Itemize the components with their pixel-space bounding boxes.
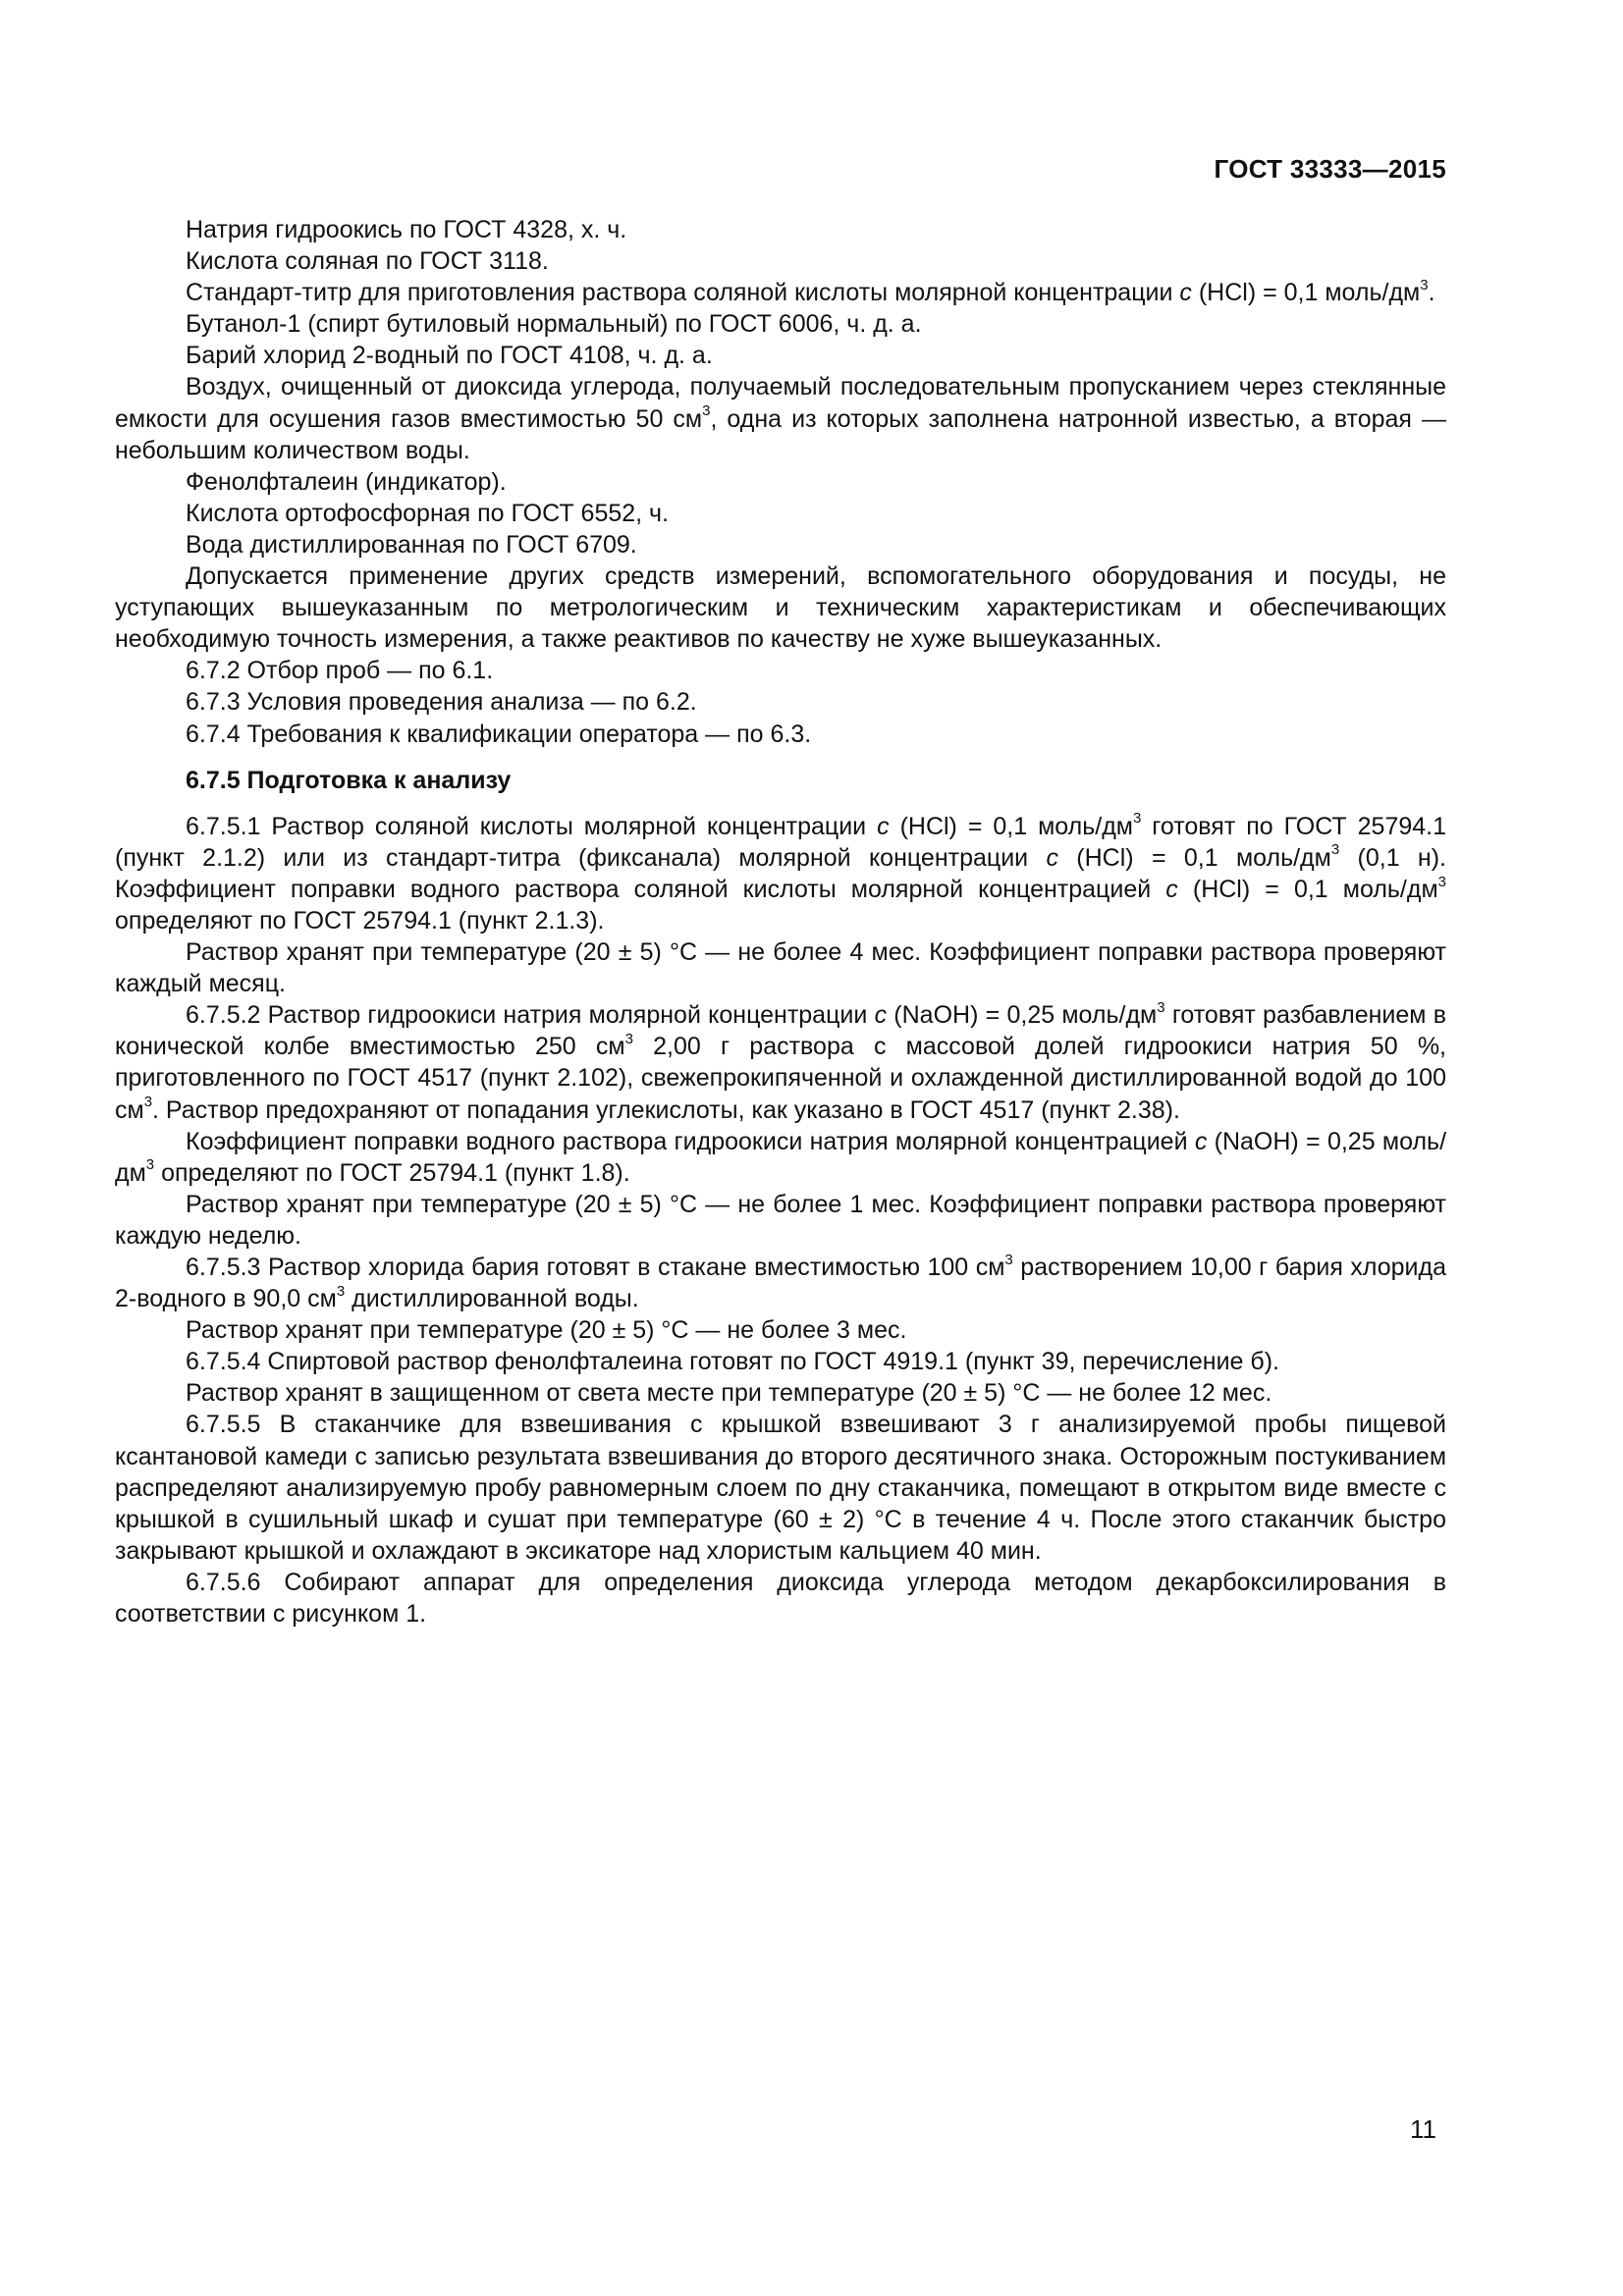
paragraph: Коэффициент поправки водного раствора гидроокиси натрия молярной концентрацией c (NaOH) = 0,25 моль/$дм^3$ определяют по ГОСТ 25794.1 (пункт 1.8). [115,1127,1447,1187]
paragraph: Раствор хранят при температуре (20 ± 5) °С — не более 3 мес. [186,1316,907,1345]
requirements-list [115,214,1446,750]
paragraph: 6.7.5.1 Раствор соляной кислоты молярной концентрации c (HCl) = 0,1 моль/$дм^3$ готовят по ГОСТ 25794.1 (пункт 2.1.2) или из стандарт-титра (фиксанала) молярной концентрации c (HCl) = 0,1 моль/$дм^3$ (0,1 н). Коэффициент поправки водного раствора соляной кислоты молярной концентрацией c (HCl) = 0,1 моль/$дм^3$ определяют по ГОСТ 25794.1 (пункт 2.1.3). [115,810,1447,934]
paragraph: 6.7.4 Требования к квалификации оператора — по 6.3. [186,720,812,748]
section-heading: 6.7.5 Подготовка к анализу [186,766,512,794]
paragraph: Натрия гидроокись по ГОСТ 4328, х. ч. [186,216,627,243]
paragraph: Барий хлорид 2-водный по ГОСТ 4108, ч. д. а. [186,342,713,370]
paragraph: 6.7.2 Отбор проб — по 6.1. [186,657,494,685]
paragraph: 6.7.3 Условия проведения анализа — по 6.2. [186,688,697,717]
paragraph: Бутанол-1 (спирт бутиловый нормальный) по ГОСТ 6006, ч. д. а. [186,310,922,339]
paragraph: 6.7.5.2 Раствор гидроокиси натрия молярной концентрации c (NaOH) = 0,25 моль/$дм^3$ готовят разбавлением в конической колбе вместимостью 250 $см^3$ 2,00 г раствора с массовой долей гидроокиси натрия 50 %, приготовленного по ГОСТ 4517 (пункт 2.102), свежепрокипяченной и охлажденной дистиллированной водой до 100 $см^3$. Раствор предохраняют от попадания углекислоты, как указано в ГОСТ 4517 (пункт 2.38). [115,998,1446,1124]
paragraph: Допускается применение других средств измерений, вспомогательного оборудования и посуды, не уступающих вышеуказанным по метрологическим и техническим характеристикам и обеспечивающих необходимую точность измерения, а также реактивов по качеству не хуже вышеуказанных. [115,562,1446,654]
paragraph: 6.7.5.3 Раствор хлорида бария готовят в стакане вместимостью 100 $см^3$ растворением 10,00 г бария хлорида 2-водного в 90,0 $см^3$ дистиллированной воды. [115,1251,1446,1313]
paragraph: Раствор хранят при температуре (20 ± 5) °С — не более 4 мес. Коэффициент поправки раствора проверяют каждый месяц. [115,938,1446,998]
paragraph: Кислота ортофосфорная по ГОСТ 6552, ч. [186,499,670,527]
paragraph: 6.7.5.6 Собирают аппарат для определения диоксида углерода методом декарбоксилирования в соответствии с рисунком 1. [115,1568,1446,1629]
paragraph: Кислота соляная по ГОСТ 3118. [186,247,549,276]
page-number: 11 [1410,2114,1436,2144]
document-body [115,214,1446,1629]
paragraph: 6.7.5.4 Спиртовой раствор фенолфталеина готовят по ГОСТ 4919.1 (пункт 39, перечисление б). [186,1348,1279,1376]
paragraph: 6.7.5.5 В стаканчике для взвешивания с крышкой взвешивают 3 г анализируемой пробы пищевой ксантановой камеди с записью результата взвешивания до второго десятичного знака. Осторожным постукиванием распределяют анализируемую пробу равномерным слоем по дну стаканчика, помещают в открытом виде вместе с крышкой в сушильный шкаф и сушат при температуре (60 ± 2) °С в течение 4 ч. После этого стаканчик быстро закрывают крышкой и охлаждают в эксикаторе над хлористым кальцием 40 мин. [115,1411,1446,1565]
paragraph: Стандарт-титр для приготовления раствора соляной кислоты молярной концентрации c (HCl) = 0,1 моль/$дм^3$. [186,276,1435,307]
document-header: ГОСТ 33333—2015 [1214,154,1446,184]
paragraph: Раствор хранят в защищенном от света месте при температуре (20 ± 5) °С — не более 12 мес. [186,1379,1272,1408]
paragraph: Фенолфталеин (индикатор). [186,467,507,496]
paragraph: Воздух, очищенный от диоксида углерода, получаемый последовательным пропусканием через стеклянные емкости для осушения газов вместимостью 50 $см^3$, одна из которых заполнена натронной известью, а вторая — небольшим количеством воды. [115,373,1446,464]
paragraph: Вода дистиллированная по ГОСТ 6709. [186,530,637,559]
paragraph: Раствор хранят при температуре (20 ± 5) °С — не более 1 мес. Коэффициент поправки раствора проверяют каждую неделю. [115,1190,1446,1250]
section-paragraphs [115,811,1446,1629]
